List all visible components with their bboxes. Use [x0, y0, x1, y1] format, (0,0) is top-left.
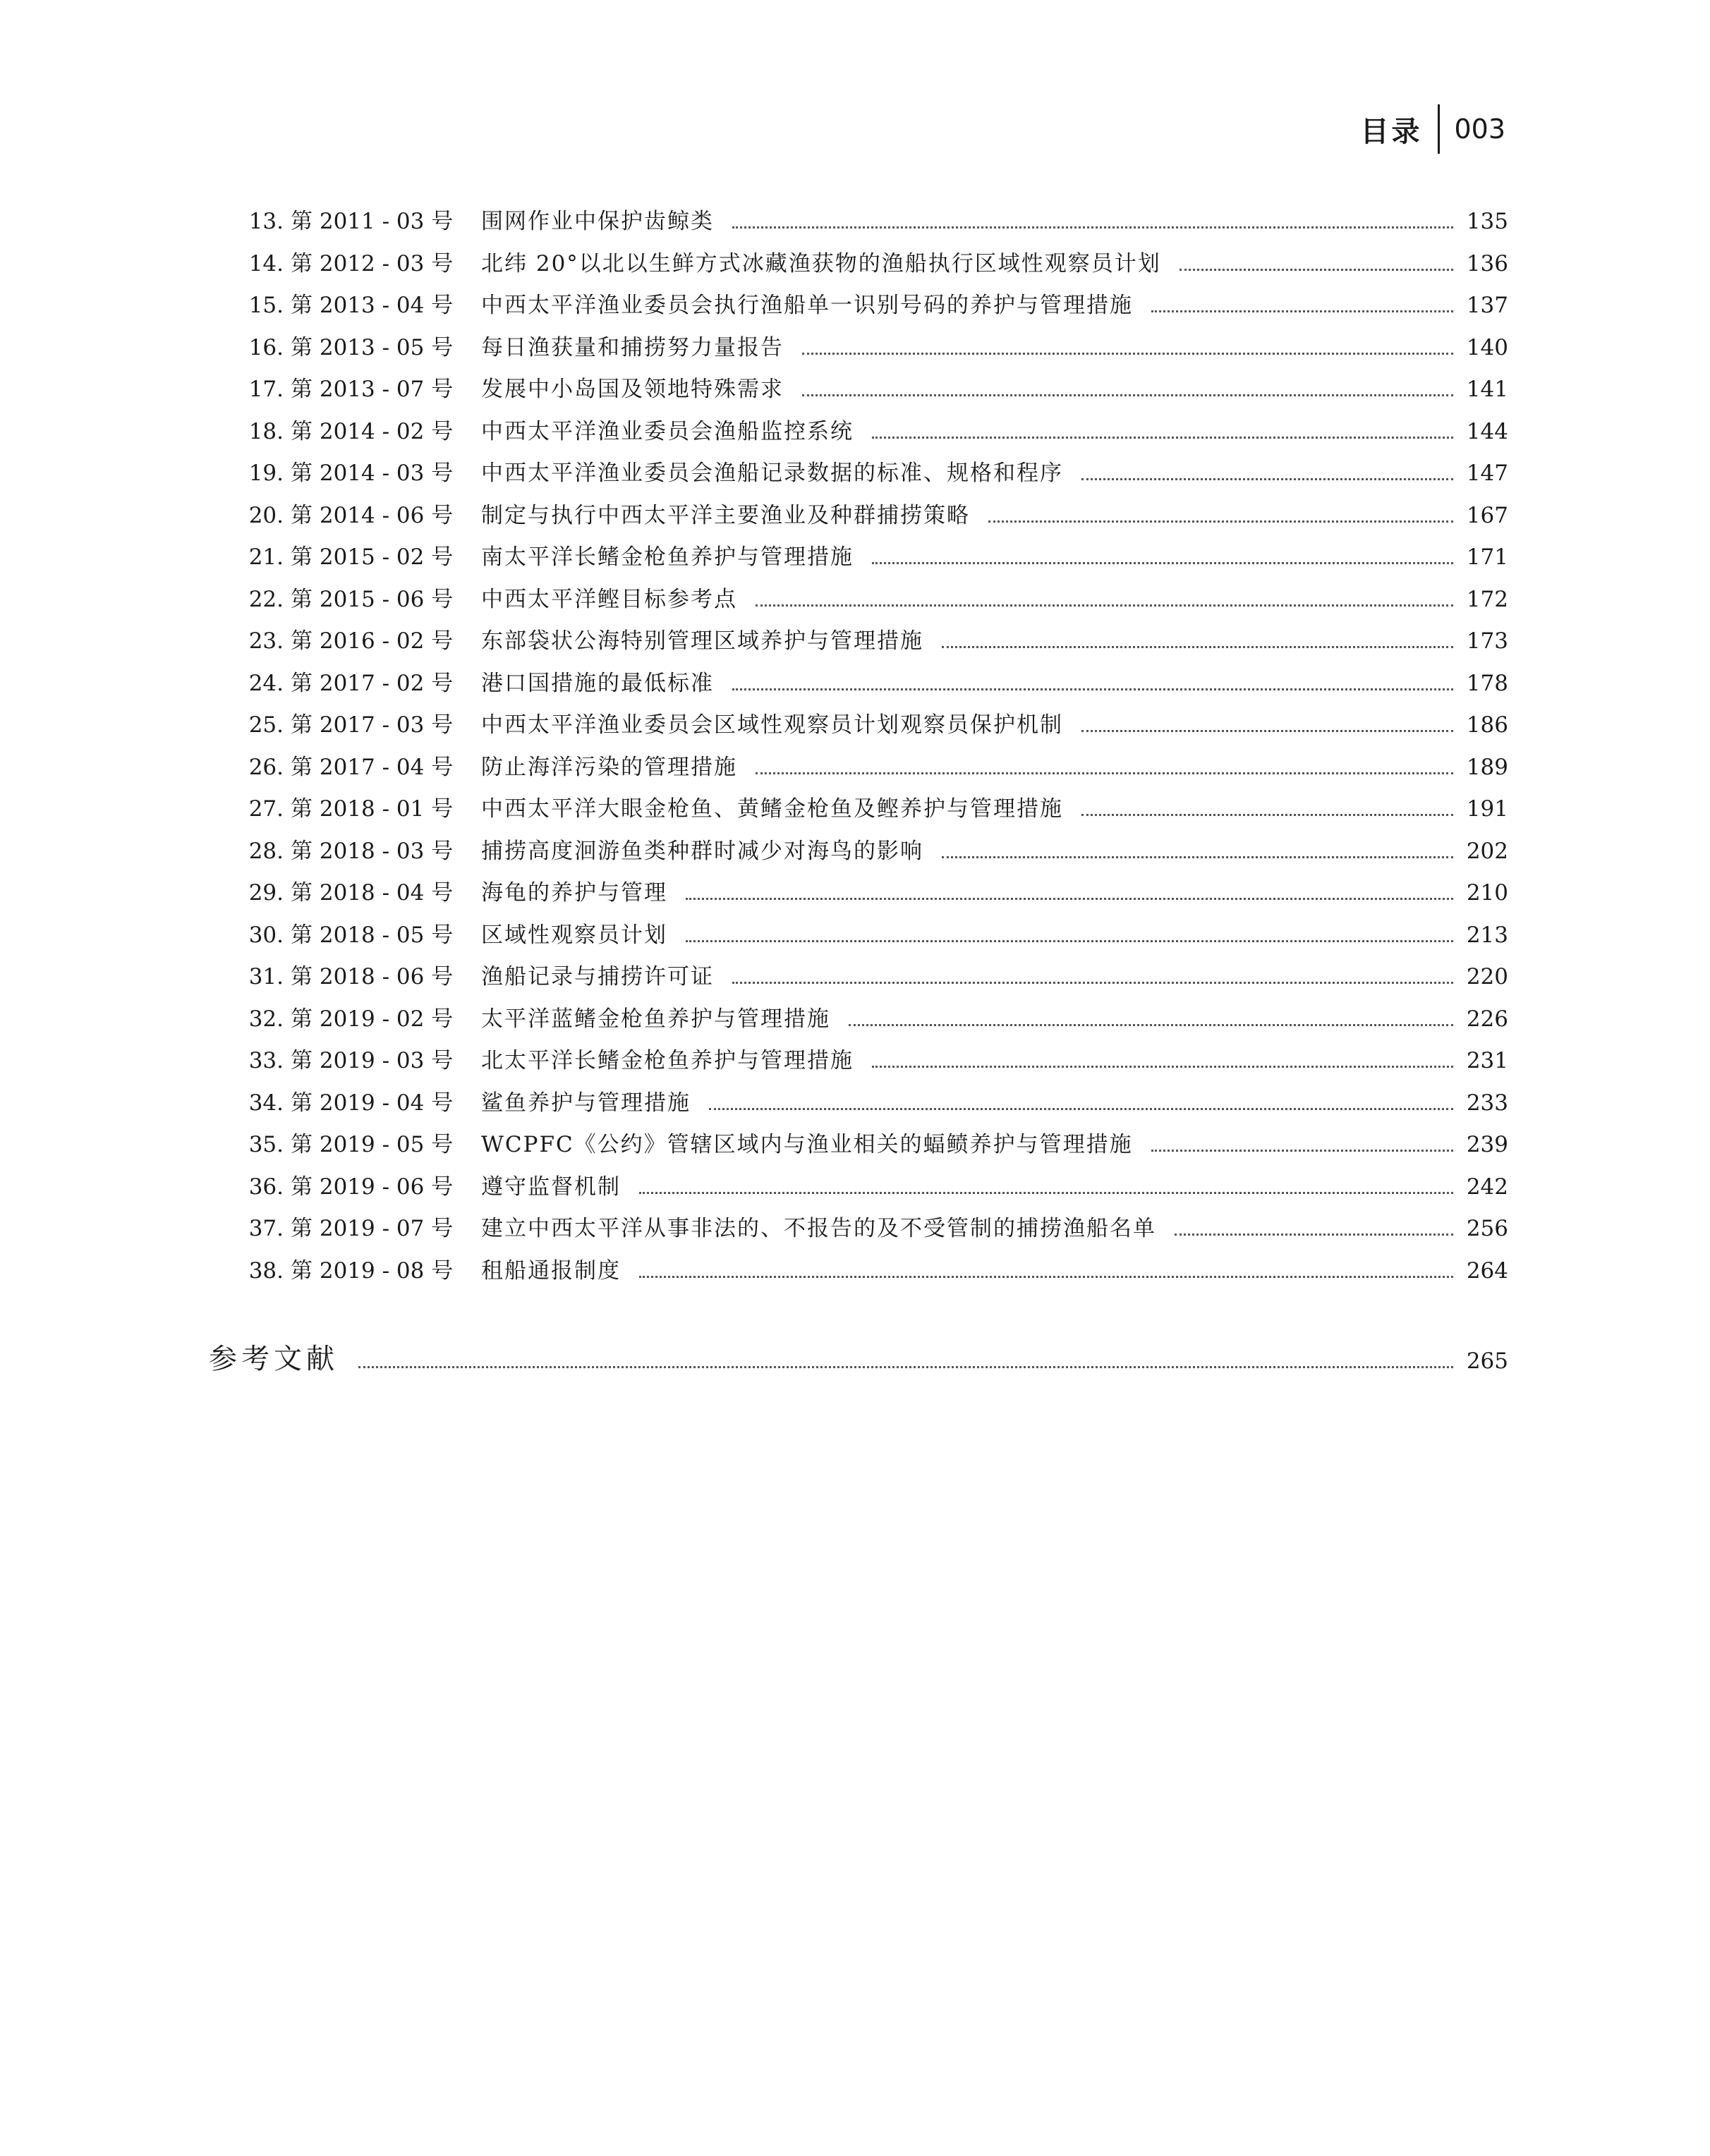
toc-entry[interactable] [234, 371, 1508, 413]
dot-leader [686, 940, 1453, 942]
toc-entry[interactable] [234, 1253, 1508, 1295]
entry-number: 32. [248, 1006, 284, 1032]
entry-page: 191 [1466, 796, 1508, 822]
dot-leader [802, 353, 1453, 355]
entry-page: 242 [1466, 1174, 1508, 1200]
entry-resolution: 第 2016 - 02 号 [291, 628, 454, 654]
toc-entry[interactable] [234, 581, 1508, 623]
toc-entry[interactable] [234, 1042, 1508, 1085]
entry-page: 264 [1466, 1257, 1508, 1284]
toc-entry[interactable] [234, 833, 1508, 875]
entry-page: 136 [1466, 250, 1508, 276]
toc-entry[interactable] [234, 749, 1508, 791]
entry-title: 东部袋状公海特别管理区域养护与管理措施 [481, 628, 923, 654]
entry-page: 210 [1466, 880, 1508, 906]
entry-number: 38. [248, 1257, 284, 1284]
entry-page: 233 [1466, 1090, 1508, 1116]
dot-leader [1081, 814, 1453, 816]
toc-entry[interactable] [234, 203, 1508, 245]
entry-page: 213 [1466, 922, 1508, 948]
dot-leader [639, 1192, 1453, 1194]
entry-title: 北纬 20°以北以生鲜方式冰藏渔获物的渔船执行区域性观察员计划 [481, 250, 1161, 276]
entry-resolution: 第 2019 - 07 号 [291, 1216, 454, 1241]
toc-entry[interactable] [234, 623, 1508, 665]
entry-number: 26. [248, 754, 284, 780]
references-page: 265 [1466, 1348, 1508, 1374]
dot-leader [732, 226, 1453, 229]
entry-number: 16. [248, 334, 284, 360]
entry-title: 每日渔获量和捕捞努力量报告 [481, 334, 784, 360]
entry-title: 中西太平洋渔业委员会执行渔船单一识别号码的养护与管理措施 [481, 293, 1133, 318]
toc-entry[interactable] [234, 958, 1508, 1001]
entry-resolution: 第 2015 - 02 号 [291, 544, 454, 570]
entry-page: 147 [1466, 461, 1508, 486]
entry-resolution: 第 2012 - 03 号 [291, 250, 454, 276]
entry-number: 20. [248, 502, 284, 528]
toc-entry[interactable] [234, 875, 1508, 917]
dot-leader [756, 772, 1453, 774]
entry-resolution: 第 2018 - 01 号 [291, 796, 454, 822]
entry-page: 178 [1466, 670, 1508, 696]
dot-leader [709, 1108, 1453, 1110]
toc-entry[interactable] [234, 455, 1508, 497]
running-header [1360, 106, 1505, 152]
entry-title: 发展中小岛国及领地特殊需求 [481, 377, 784, 402]
toc-entry[interactable] [234, 1210, 1508, 1253]
entry-resolution: 第 2017 - 02 号 [291, 670, 454, 696]
entry-resolution: 第 2013 - 07 号 [291, 377, 454, 402]
entry-title: 中西太平洋大眼金枪鱼、黄鳍金枪鱼及鲣养护与管理措施 [481, 796, 1063, 822]
entry-page: 172 [1466, 586, 1508, 612]
entry-page: 256 [1466, 1216, 1508, 1241]
dot-leader [686, 898, 1453, 900]
entry-resolution: 第 2015 - 06 号 [291, 586, 454, 612]
dot-leader [732, 982, 1453, 984]
toc-entry[interactable] [234, 287, 1508, 329]
entry-number: 35. [248, 1132, 284, 1157]
entry-number: 24. [248, 670, 284, 696]
entry-number: 25. [248, 712, 284, 738]
entry-resolution: 第 2018 - 03 号 [291, 838, 454, 864]
entry-number: 31. [248, 964, 284, 989]
entry-number: 27. [248, 796, 284, 822]
entry-title: 鲨鱼养护与管理措施 [481, 1090, 691, 1116]
toc-entry[interactable] [234, 1001, 1508, 1043]
dot-leader [732, 688, 1453, 690]
entry-resolution: 第 2017 - 03 号 [291, 712, 454, 738]
entry-title: 区域性观察员计划 [481, 922, 667, 948]
entry-resolution: 第 2019 - 05 号 [291, 1132, 454, 1157]
entry-title: 中西太平洋鲣目标参考点 [481, 586, 737, 612]
entry-page: 186 [1466, 712, 1508, 738]
dot-leader [358, 1366, 1453, 1368]
entry-resolution: 第 2019 - 03 号 [291, 1048, 454, 1073]
entry-page: 135 [1466, 209, 1508, 234]
entry-number: 30. [248, 922, 284, 948]
entry-page: 173 [1466, 628, 1508, 654]
entry-resolution: 第 2018 - 05 号 [291, 922, 454, 948]
entry-resolution: 第 2018 - 04 号 [291, 880, 454, 906]
dot-leader [756, 604, 1453, 607]
toc-entry[interactable] [234, 665, 1508, 707]
toc-entry[interactable] [234, 1085, 1508, 1127]
entry-page: 239 [1466, 1132, 1508, 1157]
entry-page: 231 [1466, 1048, 1508, 1073]
dot-leader [1175, 1234, 1453, 1236]
dot-leader [802, 394, 1453, 396]
entry-resolution: 第 2018 - 06 号 [291, 964, 454, 989]
entry-title: 北太平洋长鳍金枪鱼养护与管理措施 [481, 1048, 854, 1073]
entry-title: 海龟的养护与管理 [481, 880, 667, 906]
entry-title: 建立中西太平洋从事非法的、不报告的及不受管制的捕捞渔船名单 [481, 1216, 1156, 1241]
toc-entry[interactable] [234, 917, 1508, 959]
entry-resolution: 第 2014 - 03 号 [291, 461, 454, 486]
toc-entry[interactable] [234, 497, 1508, 540]
dot-leader [988, 520, 1453, 523]
dot-leader [1081, 478, 1453, 480]
entry-page: 144 [1466, 418, 1508, 444]
entry-number: 23. [248, 628, 284, 654]
entry-title: 防止海洋污染的管理措施 [481, 754, 737, 780]
entry-number: 21. [248, 544, 284, 570]
dot-leader [639, 1276, 1453, 1278]
entry-number: 14. [248, 250, 284, 276]
entry-number: 36. [248, 1174, 284, 1200]
entry-page: 171 [1466, 544, 1508, 570]
entry-number: 28. [248, 838, 284, 864]
entry-number: 29. [248, 880, 284, 906]
entry-number: 15. [248, 293, 284, 318]
entry-title: WCPFC《公约》管辖区域内与渔业相关的蝠鲼养护与管理措施 [481, 1132, 1133, 1157]
toc-entry[interactable] [234, 707, 1508, 749]
entry-title: 围网作业中保护齿鲸类 [481, 209, 714, 234]
references-entry[interactable] [209, 1336, 1508, 1377]
entry-resolution: 第 2011 - 03 号 [291, 209, 454, 234]
toc-entry[interactable] [234, 791, 1508, 833]
entry-number: 19. [248, 461, 284, 486]
entry-page: 137 [1466, 293, 1508, 318]
entry-resolution: 第 2019 - 08 号 [291, 1257, 454, 1284]
entry-title: 港口国措施的最低标准 [481, 670, 714, 696]
entry-page: 140 [1466, 334, 1508, 360]
entry-page: 141 [1466, 377, 1508, 402]
entry-resolution: 第 2013 - 05 号 [291, 334, 454, 360]
entry-title: 租船通报制度 [481, 1257, 621, 1284]
entry-title: 制定与执行中西太平洋主要渔业及种群捕捞策略 [481, 502, 970, 528]
toc-entry[interactable] [234, 329, 1508, 372]
entry-resolution: 第 2014 - 02 号 [291, 418, 454, 444]
entry-number: 34. [248, 1090, 284, 1116]
entry-title: 中西太平洋渔业委员会区域性观察员计划观察员保护机制 [481, 712, 1063, 738]
entry-resolution: 第 2019 - 06 号 [291, 1174, 454, 1200]
dot-leader [872, 437, 1453, 439]
toc-entry[interactable] [234, 539, 1508, 581]
header-title: 目录 [1360, 115, 1423, 148]
entry-page: 226 [1466, 1006, 1508, 1032]
dot-leader [872, 1066, 1453, 1068]
entry-resolution: 第 2017 - 04 号 [291, 754, 454, 780]
entry-resolution: 第 2014 - 06 号 [291, 502, 454, 528]
entry-resolution: 第 2019 - 04 号 [291, 1090, 454, 1116]
dot-leader [849, 1024, 1453, 1026]
dot-leader [942, 646, 1453, 648]
entry-title: 捕捞高度洄游鱼类种群时减少对海鸟的影响 [481, 838, 923, 864]
entry-number: 18. [248, 418, 284, 444]
entry-page: 202 [1466, 838, 1508, 864]
entry-page: 167 [1466, 502, 1508, 528]
toc-entry[interactable] [234, 1169, 1508, 1211]
dot-leader [1151, 310, 1453, 312]
dot-leader [942, 856, 1453, 858]
entry-page: 220 [1466, 964, 1508, 989]
references-title: 参考文献 [209, 1343, 339, 1375]
entry-number: 17. [248, 377, 284, 402]
toc-entry[interactable] [234, 413, 1508, 456]
entry-title: 遵守监督机制 [481, 1174, 621, 1200]
entry-title: 中西太平洋渔业委员会渔船监控系统 [481, 418, 854, 444]
entry-resolution: 第 2013 - 04 号 [291, 293, 454, 318]
entry-title: 中西太平洋渔业委员会渔船记录数据的标准、规格和程序 [481, 461, 1063, 486]
entry-page: 189 [1466, 754, 1508, 780]
dot-leader [1180, 269, 1453, 271]
entry-number: 33. [248, 1048, 284, 1073]
entry-title: 南太平洋长鳍金枪鱼养护与管理措施 [481, 544, 854, 570]
entry-resolution: 第 2019 - 02 号 [291, 1006, 454, 1032]
entry-title: 渔船记录与捕捞许可证 [481, 964, 714, 989]
entry-number: 37. [248, 1216, 284, 1241]
dot-leader [872, 562, 1453, 564]
entry-title: 太平洋蓝鳍金枪鱼养护与管理措施 [481, 1006, 830, 1032]
header-page-number: 003 [1454, 114, 1505, 145]
dot-leader [1151, 1150, 1453, 1152]
toc-list [234, 203, 1508, 1294]
toc-entry[interactable] [234, 1126, 1508, 1169]
dot-leader [1081, 730, 1453, 732]
entry-number: 13. [248, 209, 284, 234]
entry-number: 22. [248, 586, 284, 612]
toc-entry[interactable] [234, 245, 1508, 288]
